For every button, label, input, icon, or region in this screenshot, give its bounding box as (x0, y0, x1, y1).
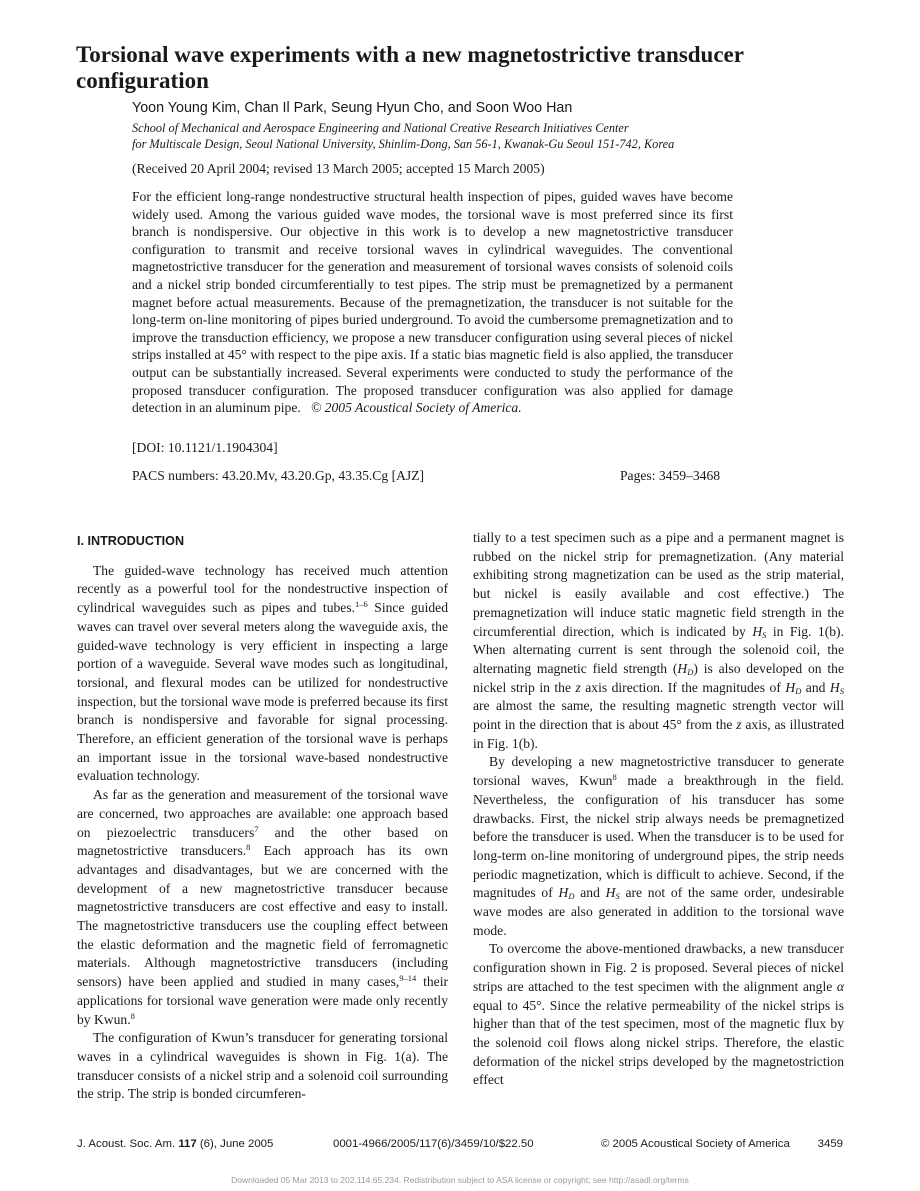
abstract (132, 188, 733, 417)
footer-copyright: © 2005 Acoustical Society of America (601, 1138, 790, 1150)
page-footer (77, 1138, 843, 1154)
author-list: Yoon Young Kim, Chan Il Park, Seung Hyun Cho, and Soon Woo Han (132, 100, 573, 116)
body-paragraph: The configuration of Kwun’s transducer for generating torsional waves in a cylindrical waveguides is shown in Fig. 1(a). The transducer consists of a nickel strip and a solenoid coil surrounding the strip. The strip is bonded circumferen- (77, 1030, 448, 1102)
article-title: Torsional wave experiments with a new magnetostrictive transducer configuration (76, 42, 744, 93)
pacs-numbers: PACS numbers: 43.20.Mv, 43.20.Gp, 43.35.Cg [AJZ] (132, 468, 425, 483)
abstract-text: For the efficient long-range nondestructive structural health inspection of pipes, guided waves have become widely used. Among the various guided wave modes, the torsional wave is most preferred since its first branch is nondispersive. Our objective in this work is to develop a new magnetostrictive transducer configuration to transmit and receive torsional waves in cylindrical waveguides. The conventional magnetostrictive transducer for the generation and measurement of torsional waves consists of solenoid coils and a nickel strip bonded circumferentially to test pipes. The strip must be premagnetized by a permanent magnet before actual measurements. Because of the premagnetization, the transducer is not suitable for the long-term on-line monitoring of pipes buried underground. To avoid the cumbersome premagnetization and to improve the transduction efficiency, we propose a new transducer configuration using several pieces of nickel strips installed at 45° with respect to the pipe axis. If a static bias magnetic field is also applied, the transducer output can be substantially increased. Several experiments were conducted to study the performance of the proposed transducer configuration. The proposed transducer configuration was also applied for damage detection in an aluminum pipe. (132, 189, 733, 416)
page-number: 3459 (817, 1138, 843, 1150)
affiliation (132, 121, 752, 152)
body-paragraph: By developing a new magnetostrictive transducer to generate torsional waves, Kwun$^8$ made a breakthrough in the field. Nevertheless, the configuration of his transducer has some drawbacks. First, the nickel strip always needs be premagnetized before the transducer is used. When the transducer is to be used for long-term on-line monitoring of underground pipes, the strip needs periodic magnetization, which is difficult to achieve. Second, if the magnitudes of $H_D$ and $H_S$ are not of the same order, undesirable wave modes are also generated in addition to the torsional wave mode. (473, 754, 845, 938)
download-notice: Downloaded 05 Mar 2013 to 202.114.65.234. Redistribution subject to ASA license or copyright; see http://asadl.org/terms (231, 1175, 689, 1185)
body-paragraph: To overcome the above-mentioned drawbacks, a new transducer configuration shown in Fig. 2 is proposed. Several pieces of nickel strips are attached to the test specimen with the alignment angle α equal to 45°. Since the relative permeability of the nickel strips is higher than that of the test specimen, most of the magnetic flux by the solenoid coil flows along nickel strips. Therefore, the elastic deformation of the nickel strips developed by the magnetostriction effect (473, 941, 844, 1088)
received-dates: (Received 20 April 2004; revised 13 March 2005; accepted 15 March 2005) (132, 161, 545, 176)
page-range: Pages: 3459–3468 (620, 468, 721, 483)
body-paragraph: The guided-wave technology has received much attention recently as a powerful tool for the nondestructive inspection of cylindrical waveguides such as pipes and tubes.$^{1-6}$ Since guided waves can travel over several meters along the waveguide axis, the guided-wave technology is very efficient in inspecting a large portion of a waveguide. Several wave modes such as longitudinal, torsional, and flexural modes can be utilized for nondestructive inspection, but the torsional wave mode is preferred because its first branch is nondispersive and favorable for signal processing. Therefore, an efficient generation of the torsional wave is perhaps an important issue in the torsional wave-based nondestructive evaluation technology. (77, 562, 449, 784)
affiliation-line: School of Mechanical and Aerospace Engineering and National Creative Research Initiatives Center (132, 121, 629, 135)
abstract-copyright: © 2005 Acoustical Society of America. (310, 400, 522, 416)
body-paragraph: tially to a test specimen such as a pipe and a permanent magnet is rubbed on the nickel strip for premagnetization. (Any material exhibiting strong magnetization can be used as the strip material, but nickel is easily available and cost effective.) The premagnetization will induce static magnetic field strength in the circumferential direction, which is indicated by $H_S$ in Fig. 1(b). When alternating current is sent through the solenoid coil, the alternating magnetic field strength $(H_D)$ is also developed on the nickel strip in the z axis direction. If the magnitudes of $H_D$ and $H_S$ are almost the same, the resulting magnetic strength vector will point in the direction that is about 45° from the z axis, as illustrated in Fig. 1(b). (473, 530, 844, 751)
section-heading: I. INTRODUCTION (77, 534, 185, 548)
journal-citation (77, 1138, 273, 1150)
affiliation-line: for Multiscale Design, Seoul National University, Shinlim-Dong, San 56-1, Kwanak-Gu Seoul 151-742, Korea (132, 136, 675, 151)
journal-name: J. Acoust. Soc. Am. (77, 1138, 176, 1150)
journal-volume: 117 (178, 1138, 197, 1150)
journal-issue: (6), June 2005 (199, 1138, 274, 1150)
doi: [DOI: 10.1121/1.1904304] (132, 440, 278, 455)
body-column-right (473, 529, 844, 1090)
body-paragraph: As far as the generation and measurement of the torsional wave are concerned, two approaches are available: one approach based on piezoelectric transducers$^7$ and the other based on magnetostrictive transducers.$^8$ Each approach has its own advantages and disadvantages, but we are concerned with the development of a new magnetostrictive transducer because magnetostrictive transducers are cost effective and easy to install. The magnetostrictive transducers use the coupling effect between the elastic deformation and the magnetic field of ferromagnetic materials. Although magnetostrictive transducers (including sensors) have been applied and studied in many cases,$^{9-14}$ their applications for torsional wave generation were made only recently by Kwun.$^8$ (77, 787, 449, 1027)
article-code: 0001-4966/2005/117(6)/3459/10/$22.50 (333, 1138, 534, 1150)
body-column-left (77, 532, 448, 1104)
